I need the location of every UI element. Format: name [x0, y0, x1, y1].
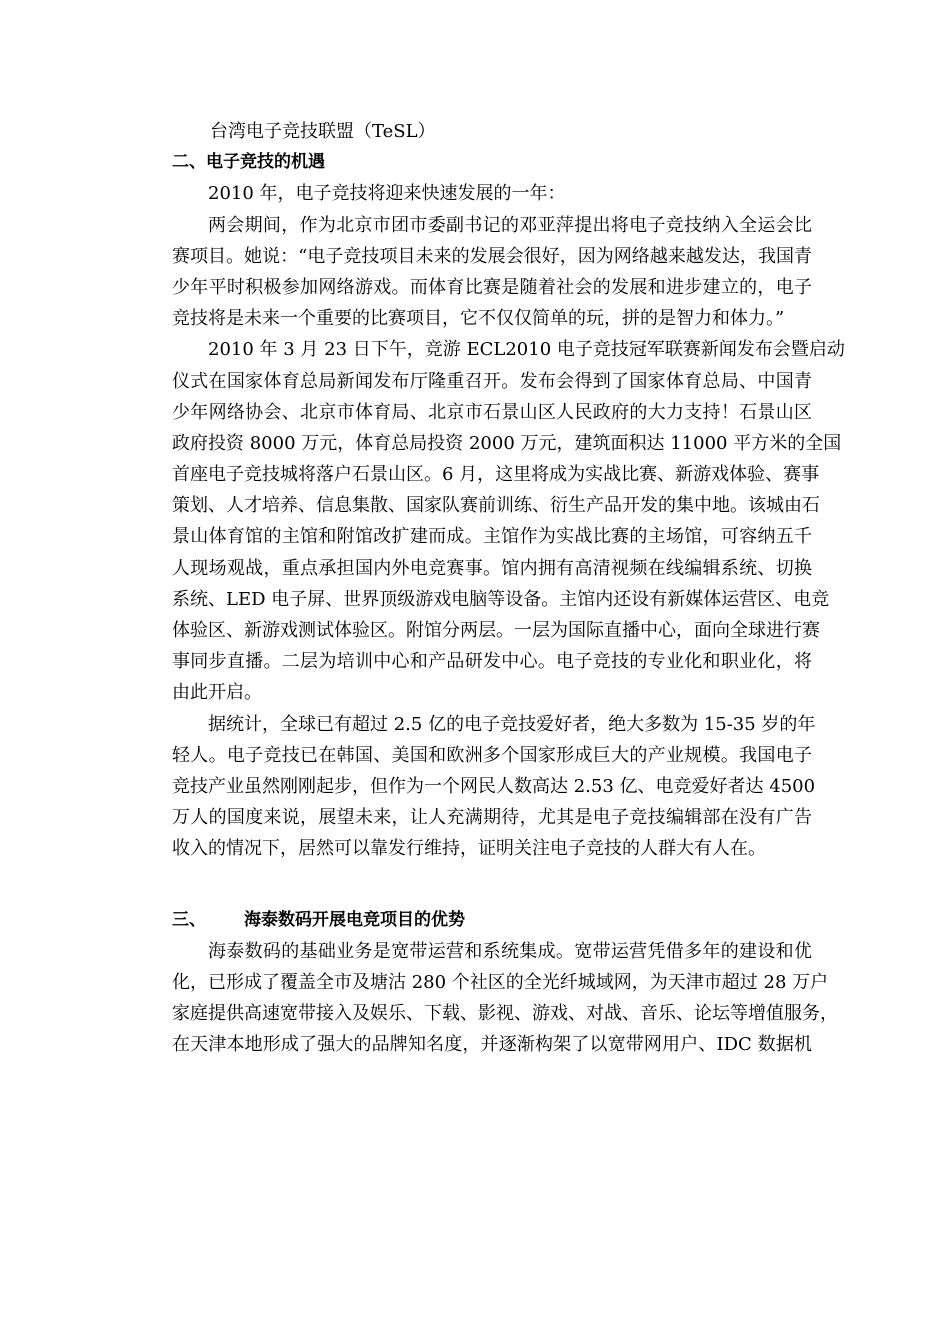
paragraph-line: 2010 年 3 月 23 日下午，竞游 ECL2010 电子竞技冠军联赛新闻发布会暨启动 — [208, 339, 845, 361]
paragraph-line: 两会期间，作为北京市团市委副书记的邓亚萍提出将电子竞技纳入全运会比 — [208, 214, 812, 236]
paragraph-line: 竞技将是未来一个重要的比赛项目，它不仅仅简单的玩，拼的是智力和体力。” — [172, 308, 785, 330]
paragraph-line: 事同步直播。二层为培训中心和产品研发中心。电子竞技的专业化和职业化，将 — [172, 651, 812, 673]
paragraph-line: 系统、LED 电子屏、世界顶级游戏电脑等设备。主馆内还设有新媒体运营区、电竞 — [172, 588, 830, 610]
paragraph-line: 景山体育馆的主馆和附馆改扩建而成。主馆作为实战比赛的主场馆，可容纳五千 — [172, 526, 812, 548]
paragraph-line: 赛项目。她说：“电子竞技项目未来的发展会很好，因为网络越来越发达，我国青 — [172, 245, 812, 267]
section2-paragraph-4 — [172, 709, 816, 865]
document-body — [172, 116, 845, 1060]
paragraph-line: 由此开启。 — [172, 682, 262, 704]
section3-heading — [172, 905, 812, 936]
paragraph-line: 政府投资 8000 万元，体育总局投资 2000 万元，建筑面积达 11000 平方米的全国 — [172, 432, 842, 454]
paragraph-line: 少年平时积极参加网络游戏。而体育比赛是随着社会的发展和进步建立的，电子 — [172, 276, 812, 298]
paragraph-line: 化，已形成了覆盖全市及塘沽 280 个社区的全光纤城域网，为天津市超过 28 万户 — [172, 971, 829, 993]
section2-paragraph-1 — [172, 178, 812, 209]
section3-title: 海泰数码开展电竞项目的优势 — [244, 909, 465, 930]
paragraph-line: 海泰数码的基础业务是宽带运营和系统集成。宽带运营凭借多年的建设和优 — [208, 940, 812, 962]
paragraph-line: 首座电子竞技城将落户石景山区。6 月，这里将成为实战比赛、新游戏体验、赛事 — [172, 464, 820, 486]
section2-paragraph-3 — [172, 334, 845, 708]
paragraph-line: 体验区、新游戏测试体验区。附馆分两层。一层为国际直播中心，面向全球进行赛 — [172, 620, 820, 641]
paragraph-line: 竞技产业虽然刚刚起步，但作为一个网民人数高达 2.53 亿、电竞爱好者达 4500 — [172, 775, 816, 797]
section3-paragraph-1 — [172, 936, 838, 1061]
section2-paragraph-2 — [172, 210, 812, 335]
section-spacer — [172, 865, 812, 905]
paragraph-line: 据统计，全球已有超过 2.5 亿的电子竞技爱好者，绝大多数为 15-35 岁的年 — [208, 713, 816, 735]
paragraph-line: 在天津本地形成了强大的品牌知名度，并逐渐构架了以宽带网用户、IDC 数据机 — [172, 1034, 812, 1056]
paragraph-line: 2010 年，电子竞技将迎来快速发展的一年： — [208, 183, 566, 205]
paragraph-line: 人现场观战，重点承担国内外电竞赛事。馆内拥有高清视频在线编辑系统、切换 — [172, 557, 812, 579]
paragraph-line: 轻人。电子竞技已在韩国、美国和欧洲多个国家形成巨大的产业规模。我国电子 — [172, 744, 812, 766]
paragraph-line: 家庭提供高速宽带接入及娱乐、下载、影视、游戏、对战、音乐、论坛等增值服务， — [172, 1003, 838, 1025]
paragraph-line: 仪式在国家体育总局新闻发布厅隆重召开。发布会得到了国家体育总局、中国青 — [172, 370, 812, 392]
section3-number: 三、 — [172, 909, 206, 930]
paragraph-line: 万人的国度来说，展望未来，让人充满期待，尤其是电子竞技编辑部在没有广告 — [172, 807, 812, 829]
paragraph-line: 收入的情况下，居然可以靠发行维持，证明关注电子竞技的人群大有人在。 — [172, 838, 766, 860]
paragraph-line: 少年网络协会、北京市体育局、北京市石景山区人民政府的大力支持！石景山区 — [172, 401, 812, 423]
paragraph-line: 策划、人才培养、信息集散、国家队赛前训练、衍生产品开发的集中地。该城由石 — [172, 495, 820, 517]
section2-heading: 二、电子竞技的机遇 — [172, 152, 325, 173]
top-line: 台湾电子竞技联盟（TeSL） — [210, 121, 436, 142]
